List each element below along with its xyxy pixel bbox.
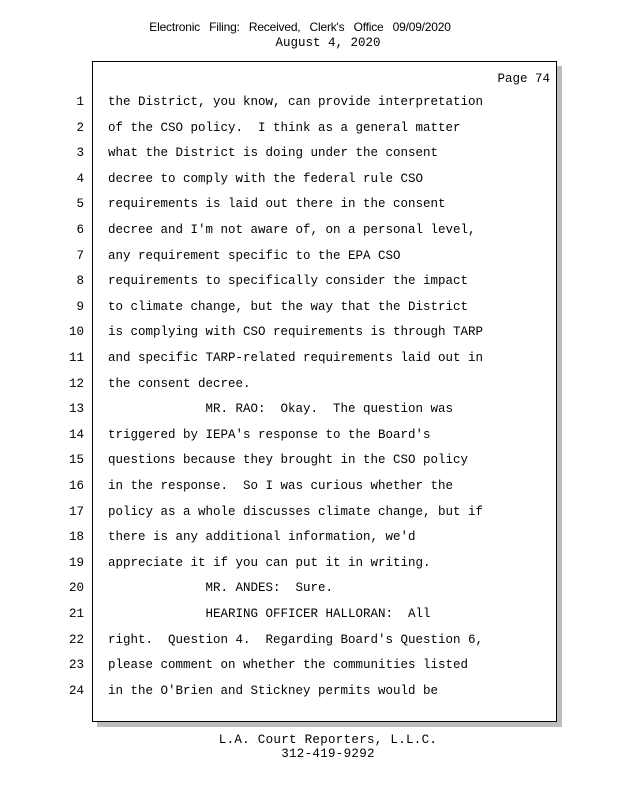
line-number: 3: [76, 146, 84, 160]
transcript-line: appreciate it if you can put it in writing.: [108, 556, 431, 570]
transcript-line: is complying with CSO requirements is through TARP: [108, 325, 484, 339]
line-number: 5: [76, 197, 84, 211]
transcript-line: the District, you know, can provide interpretation: [108, 95, 484, 109]
transcript-line: MR. ANDES: Sure.: [108, 581, 334, 595]
line-number: 8: [76, 274, 84, 288]
line-number: 15: [68, 453, 84, 467]
transcript-line: there is any additional information, we'd: [108, 530, 416, 544]
filing-stamp: Electronic Filing: Received, Clerk's Office 09/09/2020: [149, 20, 451, 34]
transcript-line: to climate change, but the way that the District: [108, 300, 469, 314]
line-number: 23: [68, 658, 84, 672]
transcript-line: policy as a whole discusses climate change, but if: [108, 505, 484, 519]
line-number: 4: [76, 172, 84, 186]
transcript-line: decree and I'm not aware of, on a personal level,: [108, 223, 476, 237]
transcript-line: what the District is doing under the consent: [108, 146, 439, 160]
line-number: 13: [68, 402, 84, 416]
transcript-page-frame: [92, 61, 557, 722]
transcript-line: the consent decree.: [108, 377, 251, 391]
line-number: 14: [68, 428, 84, 442]
transcript-line: MR. RAO: Okay. The question was: [108, 402, 454, 416]
line-number: 24: [68, 684, 84, 698]
transcript-line: in the response. So I was curious whether the: [108, 479, 454, 493]
hearing-date: August 4, 2020: [275, 36, 381, 50]
page-number: Page 74: [497, 72, 550, 86]
line-number: 18: [68, 530, 84, 544]
line-number: 9: [76, 300, 84, 314]
line-number: 11: [68, 351, 84, 365]
transcript-line: of the CSO policy. I think as a general matter: [108, 121, 461, 135]
transcript-line: right. Question 4. Regarding Board's Question 6,: [108, 633, 484, 647]
line-number: 19: [68, 556, 84, 570]
reporter-company: L.A. Court Reporters, L.L.C.: [218, 733, 438, 747]
transcript-line: please comment on whether the communities listed: [108, 658, 469, 672]
transcript-line: decree to comply with the federal rule CSO: [108, 172, 424, 186]
line-number: 22: [68, 633, 84, 647]
transcript-line: questions because they brought in the CSO policy: [108, 453, 469, 467]
transcript-line: and specific TARP-related requirements laid out in: [108, 351, 484, 365]
transcript-line: any requirement specific to the EPA CSO: [108, 249, 401, 263]
line-number: 1: [76, 95, 84, 109]
transcript-line: requirements is laid out there in the consent: [108, 197, 446, 211]
transcript-line: HEARING OFFICER HALLORAN: All: [108, 607, 431, 621]
line-number: 20: [68, 581, 84, 595]
line-number: 16: [68, 479, 84, 493]
transcript-line: in the O'Brien and Stickney permits would be: [108, 684, 439, 698]
line-number: 12: [68, 377, 84, 391]
line-number: 2: [76, 121, 84, 135]
reporter-phone: 312-419-9292: [281, 747, 375, 761]
line-number: 7: [76, 249, 84, 263]
line-number: 21: [68, 607, 84, 621]
line-number: 6: [76, 223, 84, 237]
transcript-line: requirements to specifically consider the impact: [108, 274, 469, 288]
line-number: 10: [68, 325, 84, 339]
line-number: 17: [68, 505, 84, 519]
transcript-line: triggered by IEPA's response to the Board's: [108, 428, 431, 442]
